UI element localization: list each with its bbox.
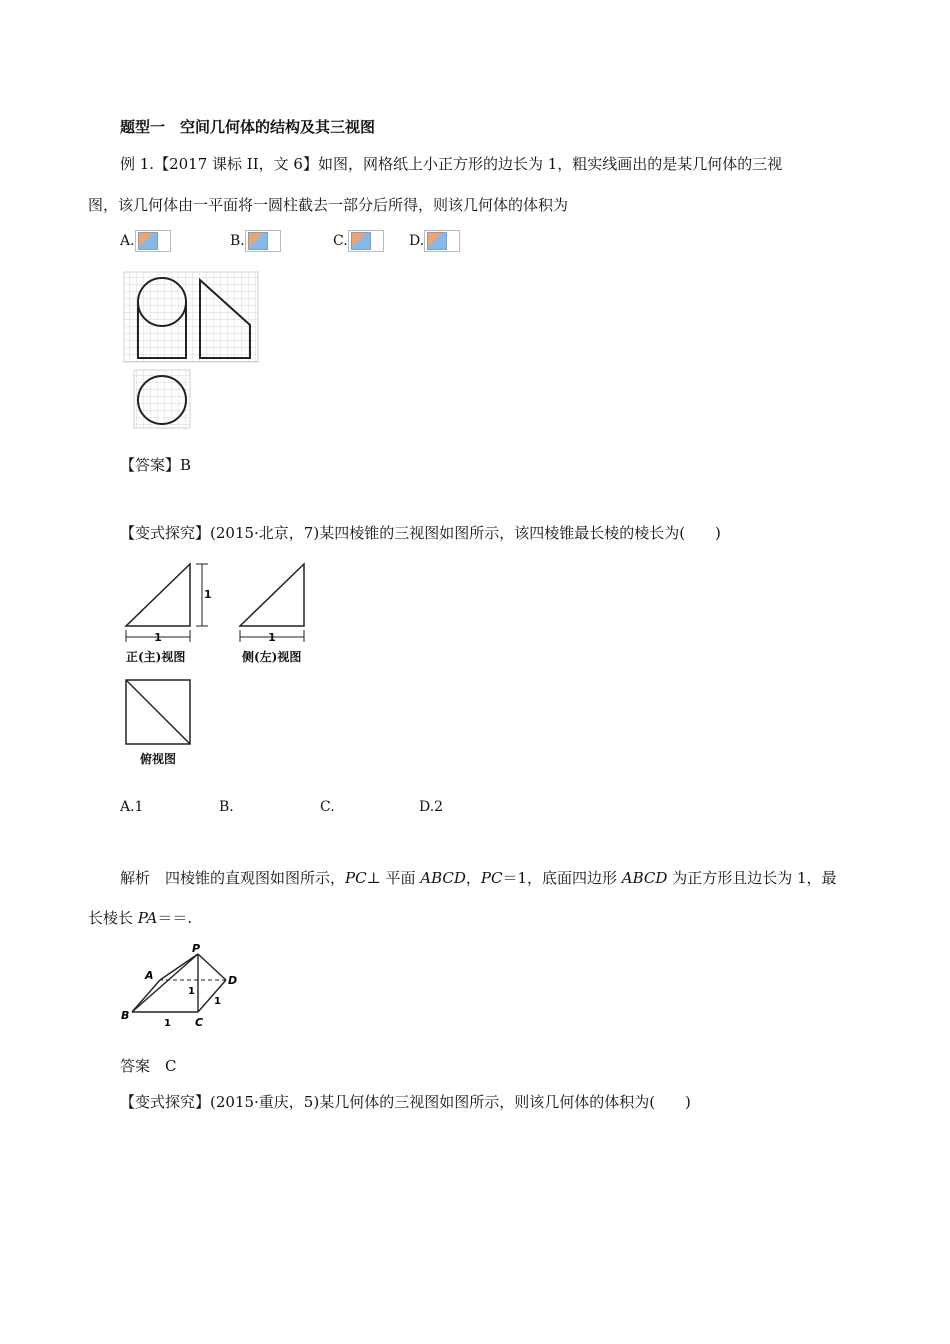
point-p-label: P — [192, 942, 201, 955]
option-b-label: B. — [230, 233, 245, 249]
top-view-label: 俯视图 — [140, 752, 177, 766]
analysis-line-2-prefix: 长棱长 — [88, 909, 138, 927]
analysis-prefix: 解析 四棱锥的直观图如图所示， — [120, 869, 346, 887]
analysis-pc-2: PC — [480, 869, 503, 887]
point-b-label: B — [121, 1009, 130, 1022]
analysis-pa: PA — [137, 909, 158, 927]
pc-length-label: 1 — [188, 986, 195, 997]
point-a-label: A — [145, 969, 154, 982]
analysis-abcd: ABCD — [420, 869, 466, 887]
variant-1-answer: 答案 C — [120, 1057, 177, 1075]
analysis-line-2 — [88, 908, 192, 928]
three-view-grid-figure — [122, 270, 262, 430]
variant-1-stem: 【变式探究】(2015·北京，7)某四棱锥的三视图如图所示，该四棱锥最长棱的棱长为( ) — [120, 524, 721, 542]
variant-1-option-b: B. — [219, 799, 234, 815]
side-width-dim: 1 — [268, 631, 276, 644]
analysis-pc: PC — [345, 869, 367, 887]
front-width-dim: 1 — [154, 631, 162, 644]
example-1-line-1: 例 1.【2017 课标 II，文 6】如图，网格纸上小正方形的边长为 1，粗实线画出的是某几何体的三视 — [120, 155, 783, 173]
variant-1-option-d: D.2 — [419, 799, 444, 815]
option-c-image-icon — [348, 230, 384, 252]
variant-2-stem: 【变式探究】(2015·重庆，5)某几何体的三视图如图所示，则该几何体的体积为( ) — [120, 1093, 691, 1111]
side-view-label: 侧(左)视图 — [242, 650, 302, 664]
pyramid-direct-view-figure — [118, 940, 248, 1032]
example-1-answer: 【答案】B — [120, 456, 192, 474]
variant-1-option-a: A.1 — [120, 799, 144, 815]
option-a-label: A. — [120, 233, 135, 249]
analysis-line-1 — [120, 868, 837, 888]
option-d-image-icon — [424, 230, 460, 252]
example-1-line-2: 图，该几何体由一平面将一圆柱截去一部分后所得，则该几何体的体积为 — [88, 196, 569, 214]
analysis-perp: ⊥ 平面 — [366, 869, 421, 887]
section-title: 题型一 空间几何体的结构及其三视图 — [120, 118, 376, 136]
cd-length-label: 1 — [214, 996, 221, 1007]
option-d-label: D. — [409, 233, 425, 249]
point-c-label: C — [195, 1016, 204, 1029]
variant-1-option-c: C. — [320, 799, 335, 815]
front-view-label: 正(主)视图 — [126, 650, 186, 664]
bc-length-label: 1 — [164, 1018, 171, 1029]
point-d-label: D — [228, 974, 238, 987]
analysis-abcd-2: ABCD — [621, 869, 668, 887]
option-a-image-icon — [135, 230, 171, 252]
pyramid-three-views-figure — [118, 560, 318, 780]
analysis-line-2-tail: ＝＝. — [157, 909, 193, 927]
analysis-tail: 为正方形且边长为 1，最 — [667, 869, 837, 887]
option-b-image-icon — [245, 230, 281, 252]
option-c-label: C. — [333, 233, 348, 249]
analysis-comma: ， — [465, 869, 481, 887]
front-height-dim: 1 — [204, 588, 212, 601]
analysis-eq: ＝1，底面四边形 — [502, 869, 622, 887]
